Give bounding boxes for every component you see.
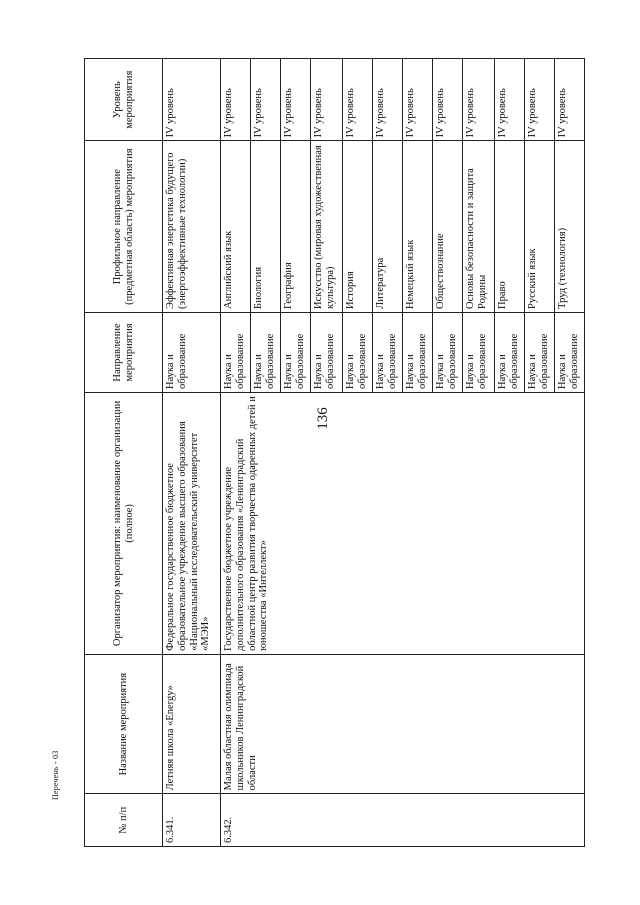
row-level: IV уровень — [403, 59, 433, 141]
row-direction: Наука и образование — [463, 312, 495, 392]
page-number: 136 — [314, 407, 331, 430]
row-direction: Наука и образование — [221, 312, 251, 392]
row-profile: География — [281, 141, 311, 313]
row-level: IV уровень — [463, 59, 495, 141]
row-profile: Русский язык — [525, 141, 555, 313]
row-num: 6.342. — [221, 794, 585, 847]
header-level: Уровень мероприятия — [85, 59, 163, 141]
header-direction: Направление мероприятия — [85, 312, 163, 392]
row-profile: Основы безопасности и защита Родины — [463, 141, 495, 313]
row-profile: Эффективная энергетика будущего (энергоэффективные технологии) — [163, 141, 221, 313]
row-direction: Наука и образование — [433, 312, 463, 392]
row-profile: Обществознание — [433, 141, 463, 313]
row-profile: Искусство (мировая художественная культура) — [311, 141, 343, 313]
row-level: IV уровень — [221, 59, 251, 141]
row-level: IV уровень — [163, 59, 221, 141]
row-direction: Наука и образование — [495, 312, 525, 392]
row-level: IV уровень — [555, 59, 585, 141]
row-level: IV уровень — [251, 59, 281, 141]
row-profile: Немецкий язык — [403, 141, 433, 313]
row-direction: Наука и образование — [311, 312, 343, 392]
row-name: Малая областная олимпиада школьников Ленинградской области — [221, 654, 585, 794]
header-name: Название мероприятия — [85, 654, 163, 794]
rotated-table — [84, 58, 580, 847]
row-profile: Английский язык — [221, 141, 251, 313]
row-direction: Наука и образование — [525, 312, 555, 392]
row-level: IV уровень — [373, 59, 403, 141]
row-profile: Биология — [251, 141, 281, 313]
row-profile: Литература — [373, 141, 403, 313]
header-profile: Профильное направление (предметная область) мероприятия — [85, 141, 163, 313]
row-organizer: Федеральное государственное бюджетное образовательное учреждение высшего образования «Национальный исследовательский университет «МЭИ» — [163, 392, 221, 654]
row-direction: Наука и образование — [163, 312, 221, 392]
row-num: 6.341. — [163, 794, 221, 847]
row-direction: Наука и образование — [251, 312, 281, 392]
row-level: IV уровень — [525, 59, 555, 141]
events-table-container — [84, 58, 580, 847]
row-direction: Наука и образование — [555, 312, 585, 392]
row-name: Летняя школа «Energy» — [163, 654, 221, 794]
row-profile: Право — [495, 141, 525, 313]
row-level: IV уровень — [311, 59, 343, 141]
footer-note: Перечень - 03 — [51, 750, 60, 800]
row-organizer: Государственное бюджетное учреждение дополнительного образования «Ленинградский областной центр развития творчества одаренных детей и юношества «Интеллект» — [221, 392, 585, 654]
header-organizer: Организатор мероприятия: наименование организации (полное) — [85, 392, 163, 654]
row-direction: Наука и образование — [281, 312, 311, 392]
row-profile: История — [343, 141, 373, 313]
header-num: № п/п — [85, 794, 163, 847]
row-profile: Труд (технология) — [555, 141, 585, 313]
row-level: IV уровень — [343, 59, 373, 141]
row-level: IV уровень — [433, 59, 463, 141]
table-row — [221, 59, 251, 847]
row-level: IV уровень — [495, 59, 525, 141]
row-direction: Наука и образование — [373, 312, 403, 392]
events-table — [84, 58, 585, 847]
row-direction: Наука и образование — [343, 312, 373, 392]
row-level: IV уровень — [281, 59, 311, 141]
table-row — [163, 59, 221, 847]
table-header-row — [85, 59, 163, 847]
row-direction: Наука и образование — [403, 312, 433, 392]
